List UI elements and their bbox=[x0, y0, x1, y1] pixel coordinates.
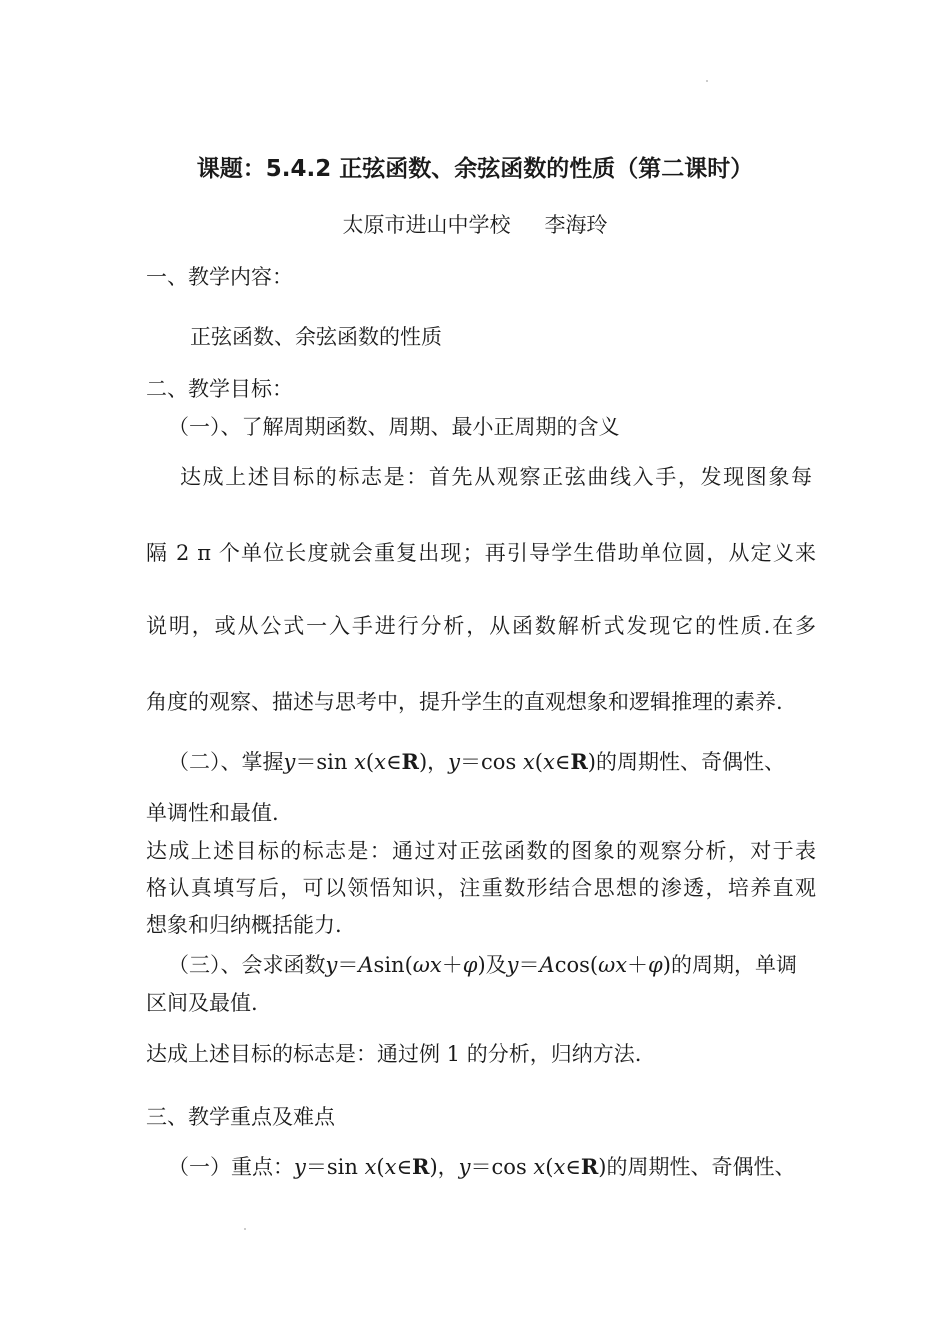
goal2-suffix: 的周期性、奇偶性、 bbox=[596, 750, 785, 774]
goal1-sign-line-1: 达成上述目标的标志是：首先从观察正弦曲线入手，发现图象每 bbox=[180, 465, 812, 489]
goal1-sign-line-2: 隔 2 π 个单位长度就会重复出现；再引导学生借助单位圆，从定义来 bbox=[146, 541, 816, 565]
goal1-sign-line-4: 角度的观察、描述与思考中，提升学生的直观想象和逻辑推理的素养. bbox=[146, 690, 783, 714]
goal2-line-2: 单调性和最值. bbox=[146, 801, 279, 825]
formula-acos: y＝Acos(ωx＋φ) bbox=[506, 953, 671, 977]
section-heading-goals: 二、教学目标： bbox=[146, 377, 293, 401]
scan-speck bbox=[244, 1228, 246, 1230]
goal2-sign-line-2: 格认真填写后，可以领悟知识，注重数形结合思想的渗透，培养直观 bbox=[146, 876, 816, 900]
goal3-middle: 及 bbox=[485, 953, 507, 977]
formula-sin-cos-key: y＝sin x(x∈R)，y＝cos x(x∈R) bbox=[294, 1154, 607, 1179]
goal3-prefix: （三）、会求函数 bbox=[168, 953, 326, 977]
author-name: 李海玲 bbox=[544, 213, 608, 237]
author-line bbox=[0, 211, 950, 239]
goal1-sign-line-3: 说明，或从公式一入手进行分析，从函数解析式发现它的性质.在多 bbox=[146, 614, 816, 638]
goal3-suffix: 的周期，单调 bbox=[670, 953, 797, 977]
formula-asin: y＝Asin(ωx＋φ) bbox=[325, 953, 486, 977]
section-heading-content: 一、教学内容： bbox=[146, 265, 293, 289]
formula-sin-cos: y＝sin x(x∈R)，y＝cos x(x∈R) bbox=[283, 749, 596, 774]
section-heading-key-points: 三、教学重点及难点 bbox=[146, 1105, 335, 1129]
goal-3 bbox=[168, 951, 797, 979]
content-text: 正弦函数、余弦函数的性质 bbox=[190, 325, 442, 349]
goal3-line-2: 区间及最值. bbox=[146, 991, 258, 1015]
key1-prefix: （一）重点： bbox=[168, 1155, 294, 1179]
goal2-prefix: （二）、掌握 bbox=[168, 750, 284, 774]
goal3-sign: 达成上述目标的标志是：通过例 1 的分析，归纳方法. bbox=[146, 1042, 642, 1066]
page-title: 课题：5.4.2 正弦函数、余弦函数的性质（第二课时） bbox=[196, 156, 754, 182]
goal2-sign-line-1: 达成上述目标的标志是：通过对正弦函数的图象的观察分析，对于表 bbox=[146, 839, 816, 863]
goal-2 bbox=[168, 748, 785, 776]
school-name: 太原市进山中学校 bbox=[342, 213, 511, 237]
scan-speck bbox=[706, 80, 708, 82]
key-point-1 bbox=[168, 1153, 796, 1181]
goal2-sign-line-3: 想象和归纳概括能力. bbox=[146, 913, 342, 937]
key1-suffix: 的周期性、奇偶性、 bbox=[606, 1155, 796, 1179]
goal-1: （一）、了解周期函数、周期、最小正周期的含义 bbox=[168, 415, 620, 439]
